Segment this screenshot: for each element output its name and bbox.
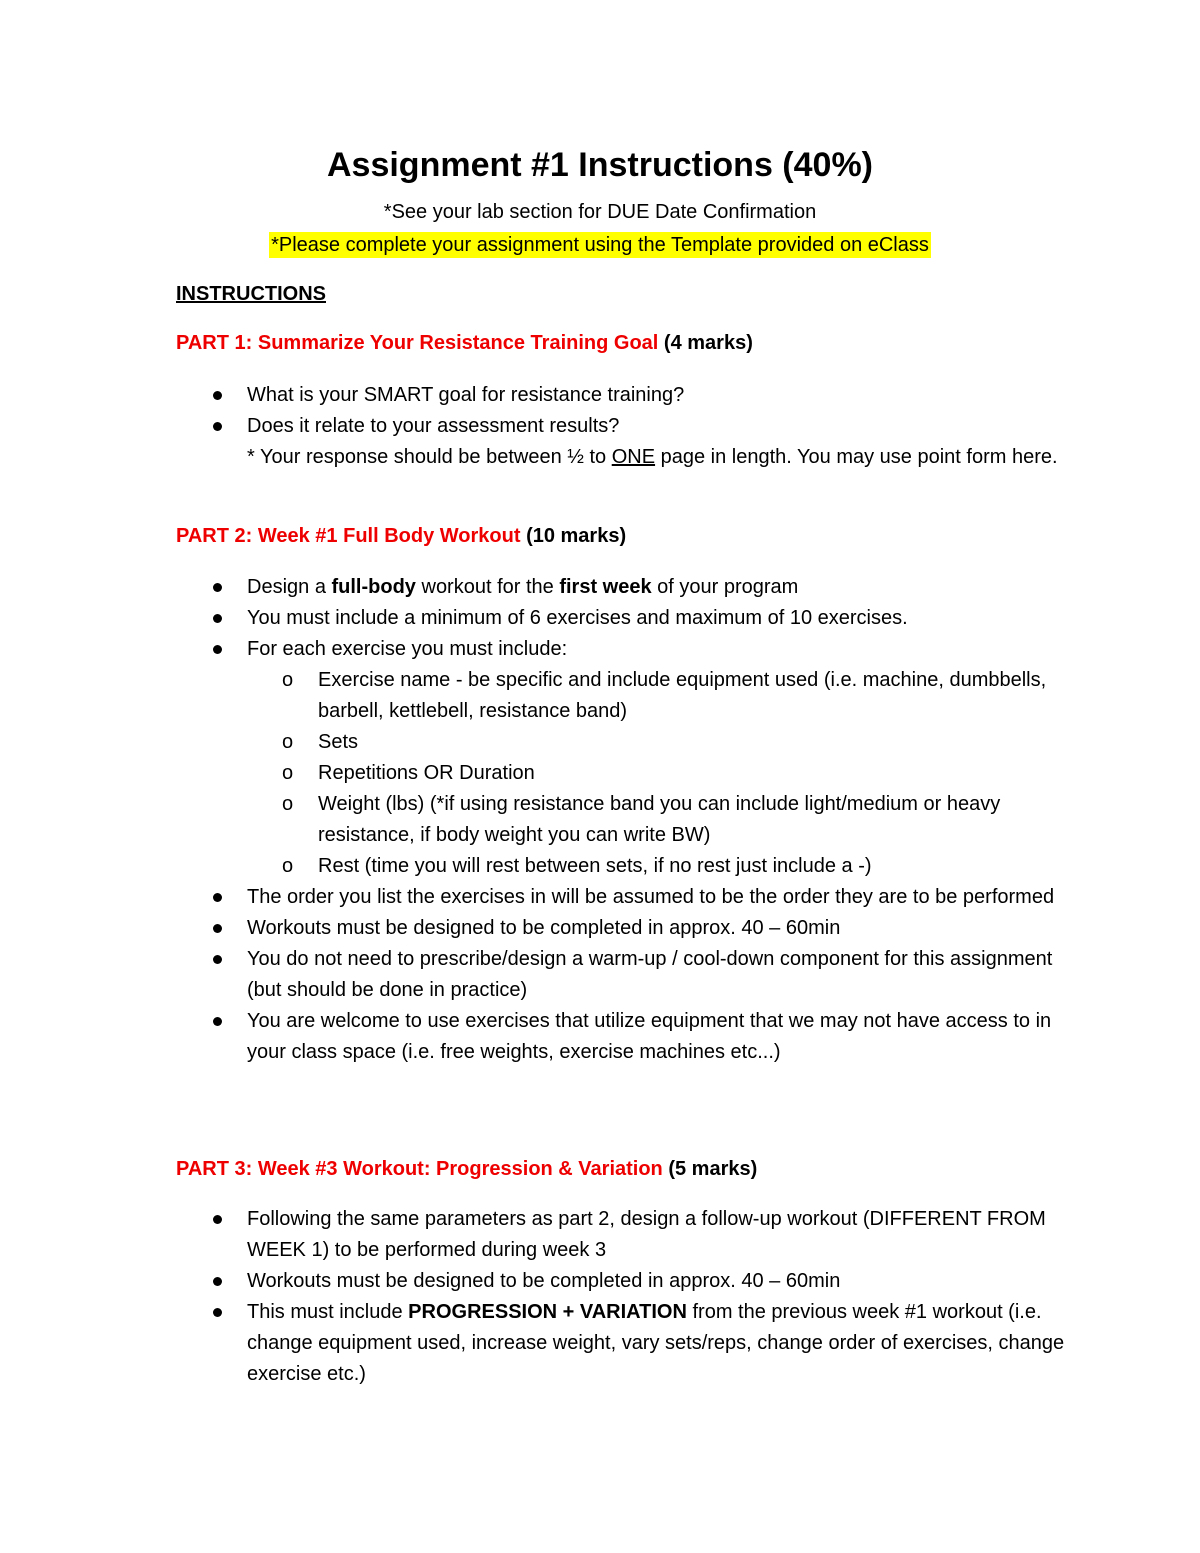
progression-bold: PROGRESSION + VARIATION: [408, 1301, 687, 1323]
list-item-text: Does it relate to your assessment results?: [247, 415, 620, 437]
page-title: Assignment #1 Instructions (40%): [326, 146, 873, 184]
list-item: [176, 411, 1076, 473]
progression-text: from the previous week #1 workout (i.e. change equipment used, increase weight, vary sets/reps, change order of exercises, change exercise etc.): [247, 1301, 1065, 1385]
template-note: [0, 232, 1200, 258]
part2-marks: (10 marks): [526, 525, 627, 547]
list-item: Workouts must be designed to be completed in approx. 40 – 60min: [176, 913, 1076, 944]
list-item: [176, 634, 1076, 882]
sub-list-item: o Rest (time you will rest between sets, if no rest just include a -): [247, 851, 1076, 882]
length-note-start: * Your response should be between ½ to: [247, 446, 612, 468]
part2-list: [176, 572, 1076, 1068]
design-text: Design a: [247, 576, 332, 598]
highlighted-template-note: *Please complete your assignment using the Template provided on eClass: [271, 234, 929, 256]
for-each-text: For each exercise you must include:: [247, 638, 568, 660]
list-item: Workouts must be designed to be completed in approx. 40 – 60min: [176, 1266, 1076, 1297]
length-note-underlined: ONE: [611, 446, 656, 468]
part2-heading: [176, 523, 626, 549]
progression-text: This must include: [247, 1301, 409, 1323]
sub-list-item: o Exercise name - be specific and include equipment used (i.e. machine, dumbbells, barbell, kettlebell, resistance band): [247, 665, 1076, 727]
list-item: [176, 572, 1076, 603]
list-item: You are welcome to use exercises that utilize equipment that we may not have access to in your class space (i.e. free weights, exercise machines etc...): [176, 1006, 1076, 1068]
part3-marks: (5 marks): [668, 1158, 758, 1180]
length-note: [247, 442, 1076, 473]
list-item: [176, 1297, 1076, 1390]
part1-label: PART 1: Summarize Your Resistance Training Goal: [176, 332, 659, 354]
instructions-heading: INSTRUCTIONS: [176, 283, 326, 305]
design-text: of your program: [651, 576, 799, 598]
list-item: You must include a minimum of 6 exercises and maximum of 10 exercises.: [176, 603, 1076, 634]
length-note-end: page in length. You may use point form here.: [655, 446, 1058, 468]
sub-list-item: o Sets: [247, 727, 1076, 758]
list-item: You do not need to prescribe/design a warm-up / cool-down component for this assignment (but should be done in practice): [176, 944, 1076, 1006]
list-item: Following the same parameters as part 2, design a follow-up workout (DIFFERENT FROM WEEK 1) to be performed during week 3: [176, 1204, 1076, 1266]
exercise-fields-list: [247, 665, 1076, 882]
due-date-note: *See your lab section for DUE Date Confirmation: [383, 201, 817, 223]
sub-list-item: o Repetitions OR Duration: [247, 758, 1076, 789]
part3-label: PART 3: Week #3 Workout: Progression & Variation: [176, 1158, 663, 1180]
part1-list: [176, 380, 1076, 473]
design-bold-first-week: first week: [559, 576, 652, 598]
part1-heading: [176, 330, 753, 356]
list-item: What is your SMART goal for resistance training?: [176, 380, 1076, 411]
list-item: The order you list the exercises in will be assumed to be the order they are to be performed: [176, 882, 1076, 913]
part3-heading: [176, 1156, 757, 1182]
part2-label: PART 2: Week #1 Full Body Workout: [176, 525, 521, 547]
part1-marks: (4 marks): [663, 332, 753, 354]
design-text: workout for the: [415, 576, 560, 598]
sub-list-item: o Weight (lbs) (*if using resistance band you can include light/medium or heavy resistance, if body weight you can write BW): [247, 789, 1076, 851]
design-bold-full-body: full-body: [331, 576, 416, 598]
part3-list: [176, 1204, 1076, 1390]
